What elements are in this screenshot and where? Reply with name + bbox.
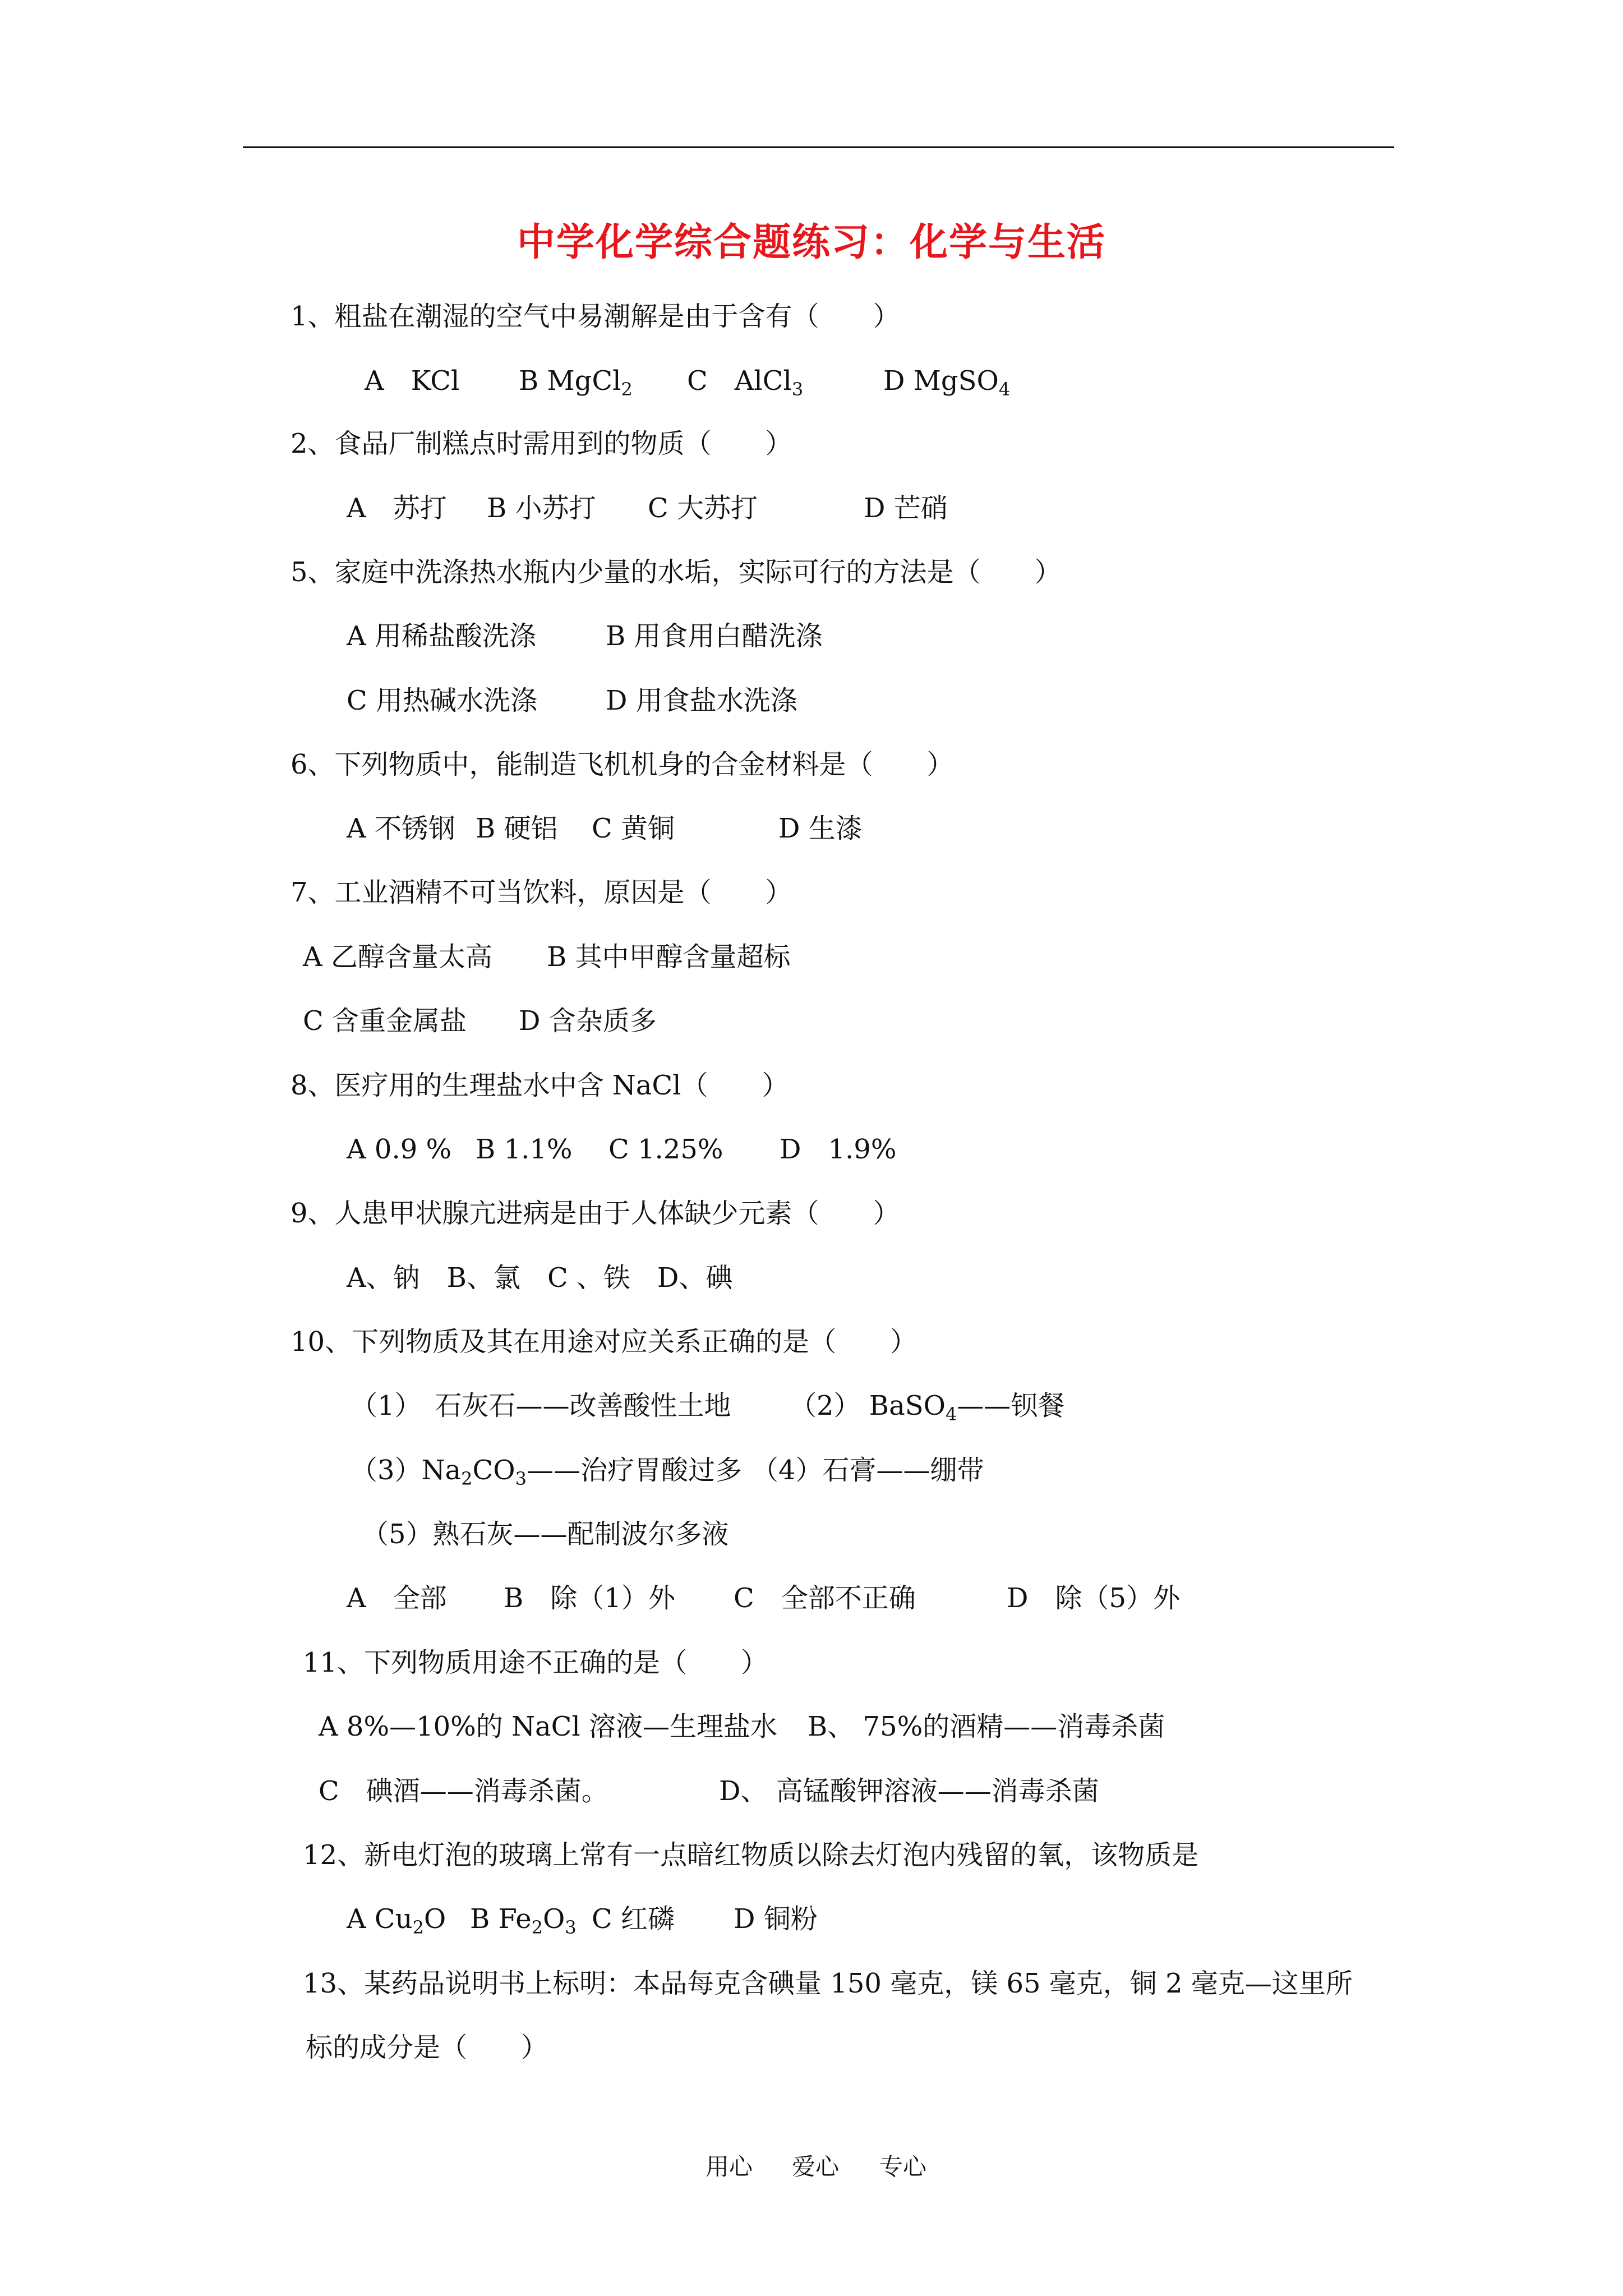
q5-option-c: C 用热碱水洗涤 — [347, 685, 537, 716]
q8-option-a: A 0.9 % — [347, 1134, 452, 1165]
q1-option-d: D MgSO$_4$ — [883, 365, 1011, 400]
page-title: 中学化学综合题练习：化学与生活 — [517, 220, 1106, 265]
q10-item-4: （4）石膏——绷带 — [751, 1455, 984, 1486]
question-11-stem: 11、下列物质用途不正确的是（ ） — [303, 1647, 768, 1678]
q11-option-d: D、 高锰酸钾溶液——消毒杀菌 — [719, 1775, 1099, 1807]
question-10-stem: 10、下列物质及其在用途对应关系正确的是（ ） — [291, 1326, 917, 1358]
q5-option-a: A 用稀盐酸洗涤 — [347, 620, 536, 652]
question-2-stem: 2、食品厂制糕点时需用到的物质（ ） — [291, 428, 792, 459]
question-9-stem: 9、人患甲状腺亢进病是由于人体缺少元素（ ） — [291, 1198, 900, 1229]
q12-option-d: D 铜粉 — [734, 1903, 818, 1935]
q12-option-a: A $Cu_2O$ — [347, 1903, 446, 1938]
q8-option-b: B 1.1% — [476, 1134, 573, 1165]
q5-option-d: D 用食盐水洗涤 — [606, 685, 797, 716]
question-13-stem-line2: 标的成分是（ ） — [306, 2032, 548, 2063]
question-13-stem-line1: 13、某药品说明书上标明：本品每克含碘量 150 毫克，镁 65 毫克，铜 2 毫克—这里所 — [303, 1968, 1353, 1999]
q6-option-b: B 硬铝 — [476, 813, 558, 844]
q1-option-a: A KCl — [365, 365, 460, 397]
q10-item-3: $(3)Na_2CO_3——$治疗胃酸过多 — [351, 1455, 742, 1489]
q2-option-b: B 小苏打 — [487, 493, 596, 524]
q1-option-c: C AlCl$_3$ — [687, 365, 804, 400]
q11-option-b: B、 75%的酒精——消毒杀菌 — [808, 1711, 1165, 1742]
q6-option-d: D 生漆 — [778, 813, 863, 844]
q5-option-b: B 用食用白醋洗涤 — [606, 620, 823, 652]
q12-option-b: B $Fe_2O_3$ — [470, 1903, 577, 1938]
question-6-stem: 6、下列物质中，能制造飞机机身的合金材料是（ ） — [291, 749, 954, 780]
q6-option-a: A 不锈钢 — [347, 813, 455, 844]
q10-item-2: （2） BaSO$_4$——钡餐 — [790, 1390, 1065, 1425]
q7-option-a: A 乙醇含量太高 — [303, 941, 492, 973]
q6-option-c: C 黄铜 — [592, 813, 675, 844]
q10-option-d: D 除（5）外 — [1007, 1582, 1181, 1614]
question-5-stem: 5、家庭中洗涤热水瓶内少量的水垢，实际可行的方法是（ ） — [291, 556, 1062, 588]
q7-option-d: D 含杂质多 — [519, 1005, 657, 1037]
q11-option-a: A 8%—10%的 NaCl 溶液—生理盐水 — [319, 1711, 777, 1742]
footer-word-1: 用心 — [706, 2153, 753, 2180]
q8-option-c: C 1.25% — [608, 1134, 723, 1165]
q9-options: A、钠 B、氯 C 、铁 D、碘 — [347, 1262, 733, 1294]
question-8-stem: 8、医疗用的生理盐水中含 NaCl（ ） — [291, 1070, 789, 1101]
footer-word-2: 爱心 — [792, 2153, 840, 2180]
q10-option-a: A 全部 — [347, 1582, 447, 1614]
q10-option-b: B 除（1）外 — [504, 1582, 675, 1614]
q12-option-c: C 红磷 — [592, 1903, 675, 1935]
q2-option-d: D 芒硝 — [864, 493, 948, 524]
q10-item-5: （5）熟石灰——配制波尔多液 — [362, 1519, 729, 1550]
question-12-stem: 12、新电灯泡的玻璃上常有一点暗红物质以除去灯泡内残留的氧，该物质是 — [303, 1839, 1199, 1871]
header-rule — [243, 146, 1394, 148]
q10-item-1: （1） 石灰石——改善酸性土地 — [351, 1390, 731, 1421]
q2-option-a: A 苏打 — [347, 493, 447, 524]
q7-option-c: C 含重金属盐 — [303, 1005, 467, 1037]
question-7-stem: 7、工业酒精不可当饮料，原因是（ ） — [291, 877, 792, 908]
q1-option-b: B MgCl$_2$ — [519, 365, 633, 400]
footer-word-3: 专心 — [879, 2153, 927, 2180]
question-1-stem: 1、粗盐在潮湿的空气中易潮解是由于含有（ ） — [291, 301, 900, 332]
q10-option-c: C 全部不正确 — [734, 1582, 916, 1614]
q2-option-c: C 大苏打 — [648, 493, 758, 524]
q7-option-b: B 其中甲醇含量超标 — [547, 941, 791, 973]
q8-option-d: D 1.9% — [780, 1134, 897, 1165]
q11-option-c: C 碘酒——消毒杀菌。 — [319, 1775, 608, 1807]
